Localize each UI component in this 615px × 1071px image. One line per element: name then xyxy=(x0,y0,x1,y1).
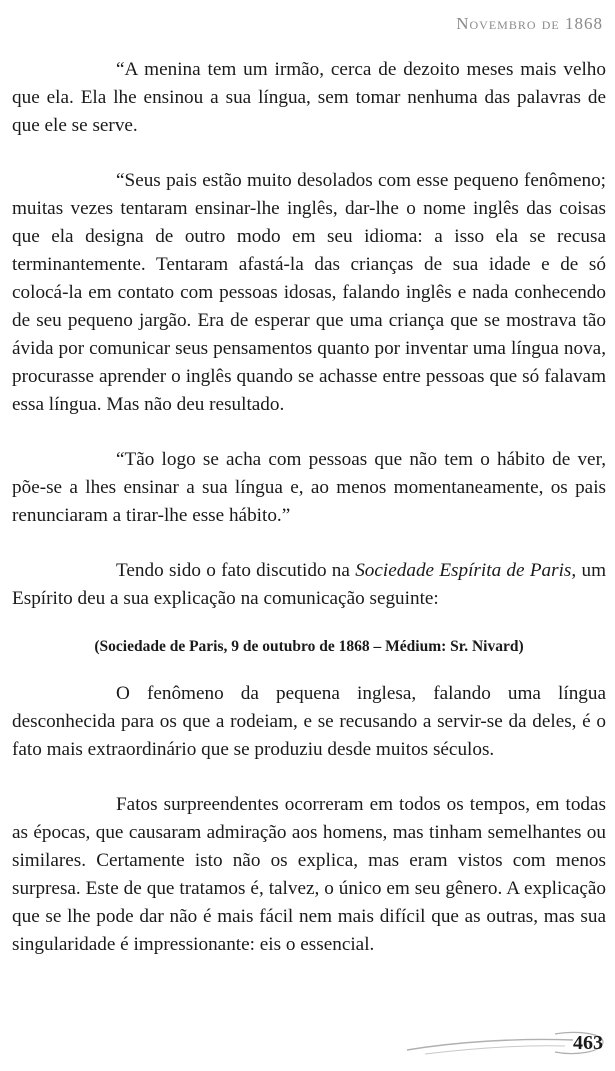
paragraph-3: “Tão logo se acha com pessoas que não tem o hábito de ver, põe-se a lhes ensinar a sua língua e, ao menos momentaneamente, os pais renunciaram a tirar-lhe esse hábito.” xyxy=(12,449,606,526)
paragraph-2: “Seus pais estão muito desolados com esse pequeno fenômeno; muitas vezes tentaram ensinar-lhe inglês, dar-lhe o nome inglês das coisas que ela designa de outro modo em seu idioma: a isso ela se recusa terminantemente. Tentaram afastá-la das crianças de sua idade e de só colocá-la em contato com pessoas idosas, falando inglês e nada conhecendo de seu pequeno jargão. Era de esperar que uma criança que se mostrava tão ávida por comunicar seus pensamentos quanto por inventar uma língua nova, procurasse aprender o inglês quando se achasse entre pessoas que só falavam essa língua. Mas não deu resultado. xyxy=(12,170,606,415)
paragraph-1: “A menina tem um irmão, cerca de dezoito meses mais velho que ela. Ela lhe ensinou a sua língua, sem tomar nenhuma das palavras de que ele se serve. xyxy=(12,59,606,136)
page-number: 463 xyxy=(573,1032,603,1054)
page-body xyxy=(12,56,606,959)
session-heading: (Sociedade de Paris, 9 de outubro de 1868 – Médium: Sr. Nivard) xyxy=(94,638,524,655)
paragraph-6: Fatos surpreendentes ocorreram em todos os tempos, em todas as épocas, que causaram admiração aos homens, mas tinham semelhantes ou similares. Certamente isto não os explica, mas eram vistos com menos surpresa. Este de que tratamos é, talvez, o único em seu gênero. A explicação que se lhe pode dar não é mais fácil nem mais difícil que as outras, mas sua singularidade é impressionante: eis o essencial. xyxy=(12,794,606,955)
paragraph-4 xyxy=(12,557,606,613)
paragraph-4-society-name: Sociedade Espírita de Paris xyxy=(355,560,572,581)
paragraph-4-text-after: , um Espírito deu a sua explicação na comunicação seguinte: xyxy=(12,560,606,609)
running-header: Novembro de 1868 xyxy=(456,14,603,33)
paragraph-4-text-before: Tendo sido o fato discutido na xyxy=(116,560,356,581)
paragraph-5: O fenômeno da pequena inglesa, falando uma língua desconhecida para os que a rodeiam, e se recusando a servir-se da deles, é o fato mais extraordinário que se produziu desde muitos séculos. xyxy=(12,683,606,760)
